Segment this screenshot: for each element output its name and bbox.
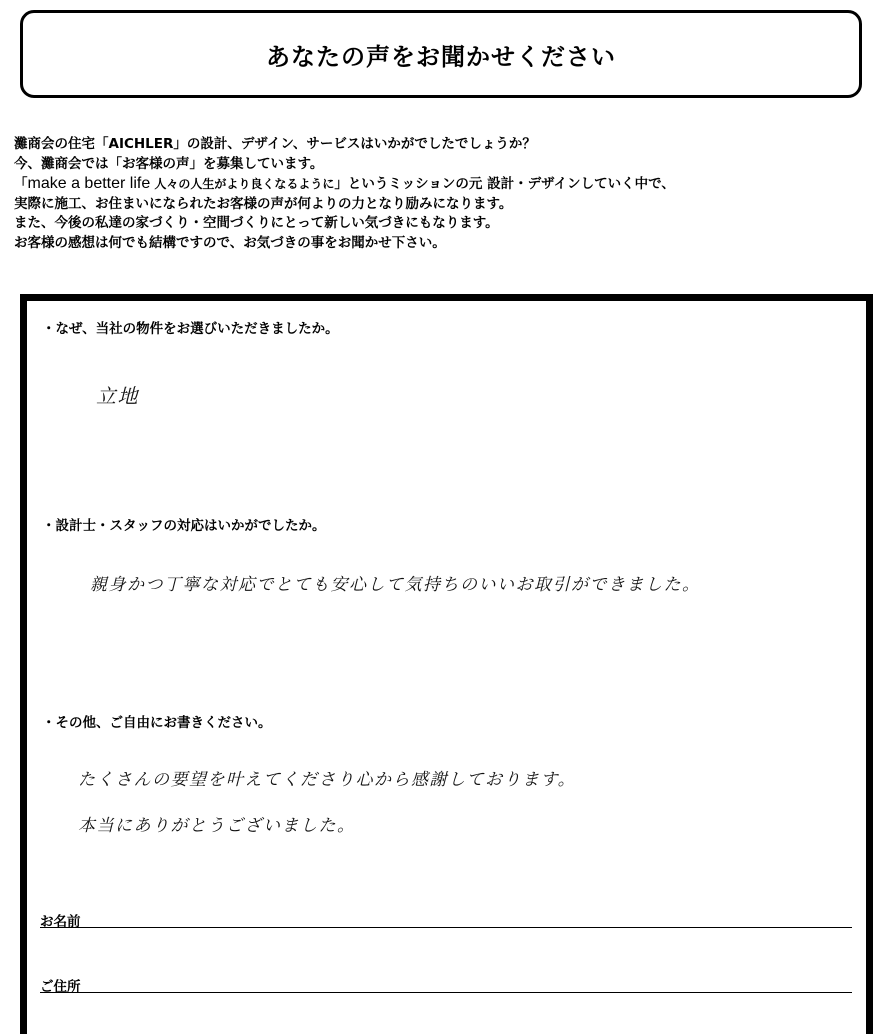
intro-line-3-open: 「 bbox=[14, 176, 28, 192]
title-box bbox=[20, 10, 862, 98]
answer-other-line-1: たくさんの要望を叶えてくださり心から感謝しております。 bbox=[78, 770, 577, 790]
mission-subtitle: 人々の人生がより良くなるように bbox=[150, 177, 335, 191]
intro-line-6: お客様の感想は何でも結構ですので、お気づきの事をお聞かせ下さい。 bbox=[14, 234, 446, 251]
intro-line-3 bbox=[14, 174, 874, 195]
address-field[interactable] bbox=[40, 992, 852, 993]
answer-other-line-2: 本当にありがとうございました。 bbox=[78, 816, 356, 836]
intro-line-5: また、今後の私達の家づくり・空間づくりにとって新しい気づきにもなります。 bbox=[14, 215, 499, 231]
intro-line-3-rest: 」というミッションの元 設計・デザインしていく中で、 bbox=[334, 176, 675, 192]
question-other: ・その他、ご自由にお書きください。 bbox=[42, 715, 272, 731]
intro-text bbox=[14, 135, 874, 253]
name-field[interactable] bbox=[40, 927, 852, 928]
question-staff: ・設計士・スタッフの対応はいかがでしたか。 bbox=[42, 518, 326, 534]
intro-line-2: 今、灘商会では「お客様の声」を募集しています。 bbox=[14, 155, 324, 172]
survey-form-box bbox=[20, 294, 873, 1034]
answer-staff: 親身かつ丁寧な対応でとても安心して気持ちのいいお取引ができました。 bbox=[90, 575, 701, 595]
intro-line-4: 実際に施工、お住まいになられたお客様の声が何よりの力となり励みになります。 bbox=[14, 195, 513, 212]
question-reason: ・なぜ、当社の物件をお選びいただきましたか。 bbox=[42, 321, 339, 337]
mission-brand: make a better life bbox=[27, 175, 151, 192]
name-field-label: お名前 bbox=[40, 914, 81, 930]
answer-reason: 立地 bbox=[96, 384, 139, 408]
page-title: あなたの声をお聞かせください bbox=[266, 42, 616, 71]
address-field-label: ご住所 bbox=[40, 979, 81, 995]
intro-line-1: 灘商会の住宅「AICHLER」の設計、デザイン、サービスはいかがでしたでしょうか？ bbox=[14, 136, 536, 152]
